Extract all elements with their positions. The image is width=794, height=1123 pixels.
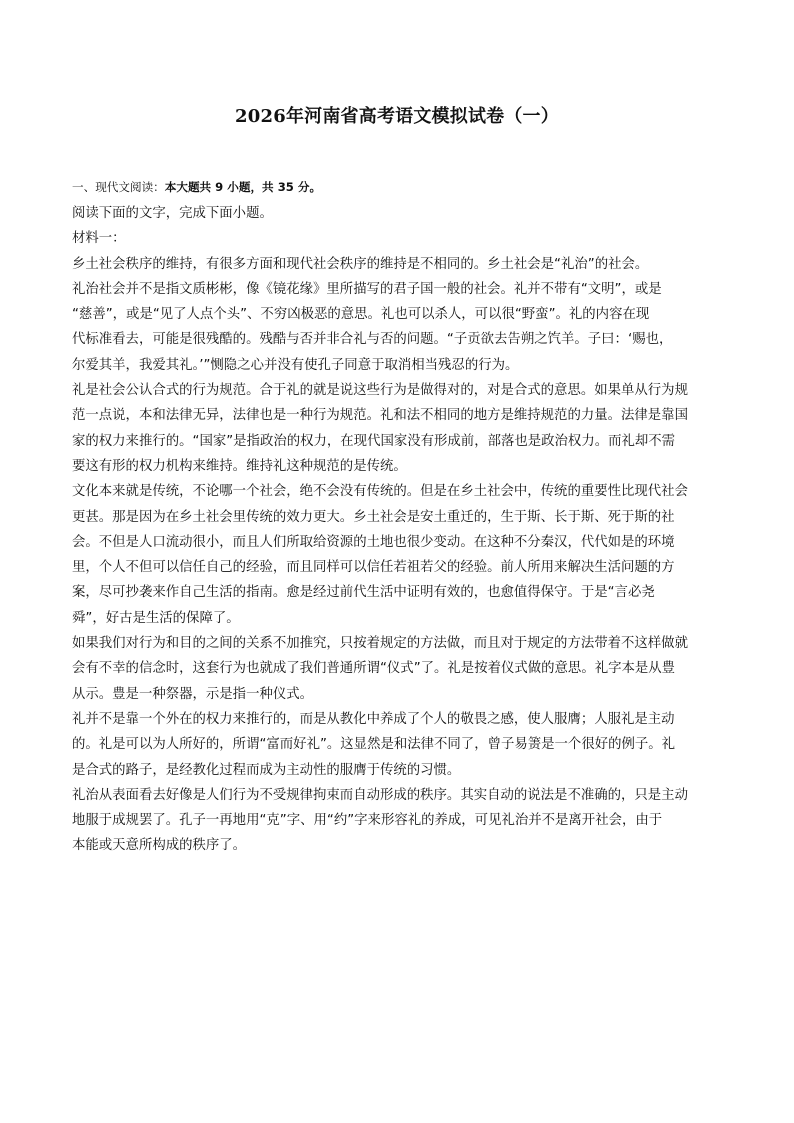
- text-line: 要这有形的权力机构来维持。维持礼这种规范的是传统。: [72, 458, 407, 474]
- paragraph: [72, 277, 722, 378]
- text-line: 里，个人不但可以信任自己的经验，而且同样可以信任若祖若父的经验。前人所用来解决生活问题的方: [72, 560, 675, 576]
- text-line: 文化本来就是传统，不论哪一个社会，绝不会没有传统的。但是在乡土社会中，传统的重要性比现代社会: [72, 484, 688, 500]
- text-line: 家的权力来推行的。“国家”是指政治的权力，在现代国家没有形成前，部落也是政治权力。而礼却不需: [72, 433, 676, 449]
- text-line: 礼并不是靠一个外在的权力来推行的，而是从教化中养成了个人的敬畏之感，使人服膺；人服礼是主动: [72, 711, 675, 727]
- text-line: 会。不但是人口流动很小，而且人们所取给资源的土地也很少变动。在这种不分秦汉，代代如是的环境: [72, 534, 675, 550]
- page-title: 2026年河南省高考语文模拟试卷（一）: [235, 106, 559, 127]
- text-line: 从示。豊是一种祭器，示是指一种仪式。: [72, 686, 314, 702]
- paragraph: [72, 783, 722, 859]
- text-line: 案，尽可抄袭来作自己生活的指南。愈是经过前代生活中证明有效的，也愈值得保守。于是“言必尧: [72, 585, 655, 601]
- paragraph: [72, 378, 722, 479]
- text-line: 礼治从表面看去好像是人们行为不受规律拘束而自动形成的秩序。其实自动的说法是不准确的，只是主动: [72, 787, 688, 803]
- material-label: 材料一：: [72, 231, 126, 247]
- text-line: 礼是社会公认合式的行为规范。合于礼的就是说这些行为是做得对的，对是合式的意思。如果单从行为规: [72, 383, 688, 399]
- text-line: “慈善”，或是“见了人点个头”、不穷凶极恶的意思。礼也可以杀人，可以很“野蛮”。礼的内容在现: [72, 307, 650, 323]
- section-heading: [72, 176, 722, 198]
- text-line: 舜”，好古是生活的保障了。: [72, 610, 240, 626]
- passage: [72, 252, 722, 859]
- text-line: 本能或天意所构成的秩序了。: [72, 838, 247, 854]
- document-body: [72, 176, 722, 859]
- paragraph: [72, 479, 722, 631]
- text-line: 礼治社会并不是指文质彬彬，像《镜花缘》里所描写的君子国一般的社会。礼并不带有“文明”，或是: [72, 281, 662, 297]
- text-line: 的。礼是可以为人所好的，所谓“富而好礼”。这显然是和法律不同了，曾子易箦是一个很好的例子。礼: [72, 737, 676, 753]
- paragraph: [72, 631, 722, 707]
- text-line: 代标准看去，可能是很残酷的。残酷与否并非合礼与否的问题。“子贡欲去告朔之饩羊。子曰：‘赐也，: [72, 332, 673, 348]
- paragraph: [72, 707, 722, 783]
- text-line: 尔爱其羊，我爱其礼。’”恻隐之心并没有使孔子同意于取消相当残忍的行为。: [72, 357, 519, 373]
- text-line: 是合式的路子，是经教化过程而成为主动性的服膺于传统的习惯。: [72, 762, 461, 778]
- text-line: 地服于成规罢了。孔子一再地用“克”字、用“约”字来形容礼的养成，可见礼治并不是离开社会，由于: [72, 813, 663, 829]
- paragraph: [72, 252, 722, 277]
- text-line: 乡土社会秩序的维持，有很多方面和现代社会秩序的维持是不相同的。乡土社会是“礼治”的社会。: [72, 256, 649, 272]
- text-line: 会有不幸的信念时，这套行为也就成了我们普通所谓“仪式”了。礼是按着仪式做的意思。礼字本是从豊: [72, 661, 676, 677]
- text-line: 如果我们对行为和目的之间的关系不加推究，只按着规定的方法做，而且对于规定的方法带着不这样做就: [72, 636, 688, 652]
- section-detail: 本大题共 9 小题，共 35 分。: [164, 180, 322, 194]
- instruction-text: 阅读下面的文字，完成下面小题。: [72, 206, 273, 221]
- text-line: 更甚。那是因为在乡土社会里传统的效力更大。乡土社会是安土重迁的，生于斯、长于斯、死于斯的社: [72, 509, 675, 525]
- text-line: 范一点说，本和法律无异，法律也是一种行为规范。礼和法不相同的地方是维持规范的力量。法律是靠国: [72, 408, 688, 424]
- section-label: 一、现代文阅读：: [72, 180, 165, 194]
